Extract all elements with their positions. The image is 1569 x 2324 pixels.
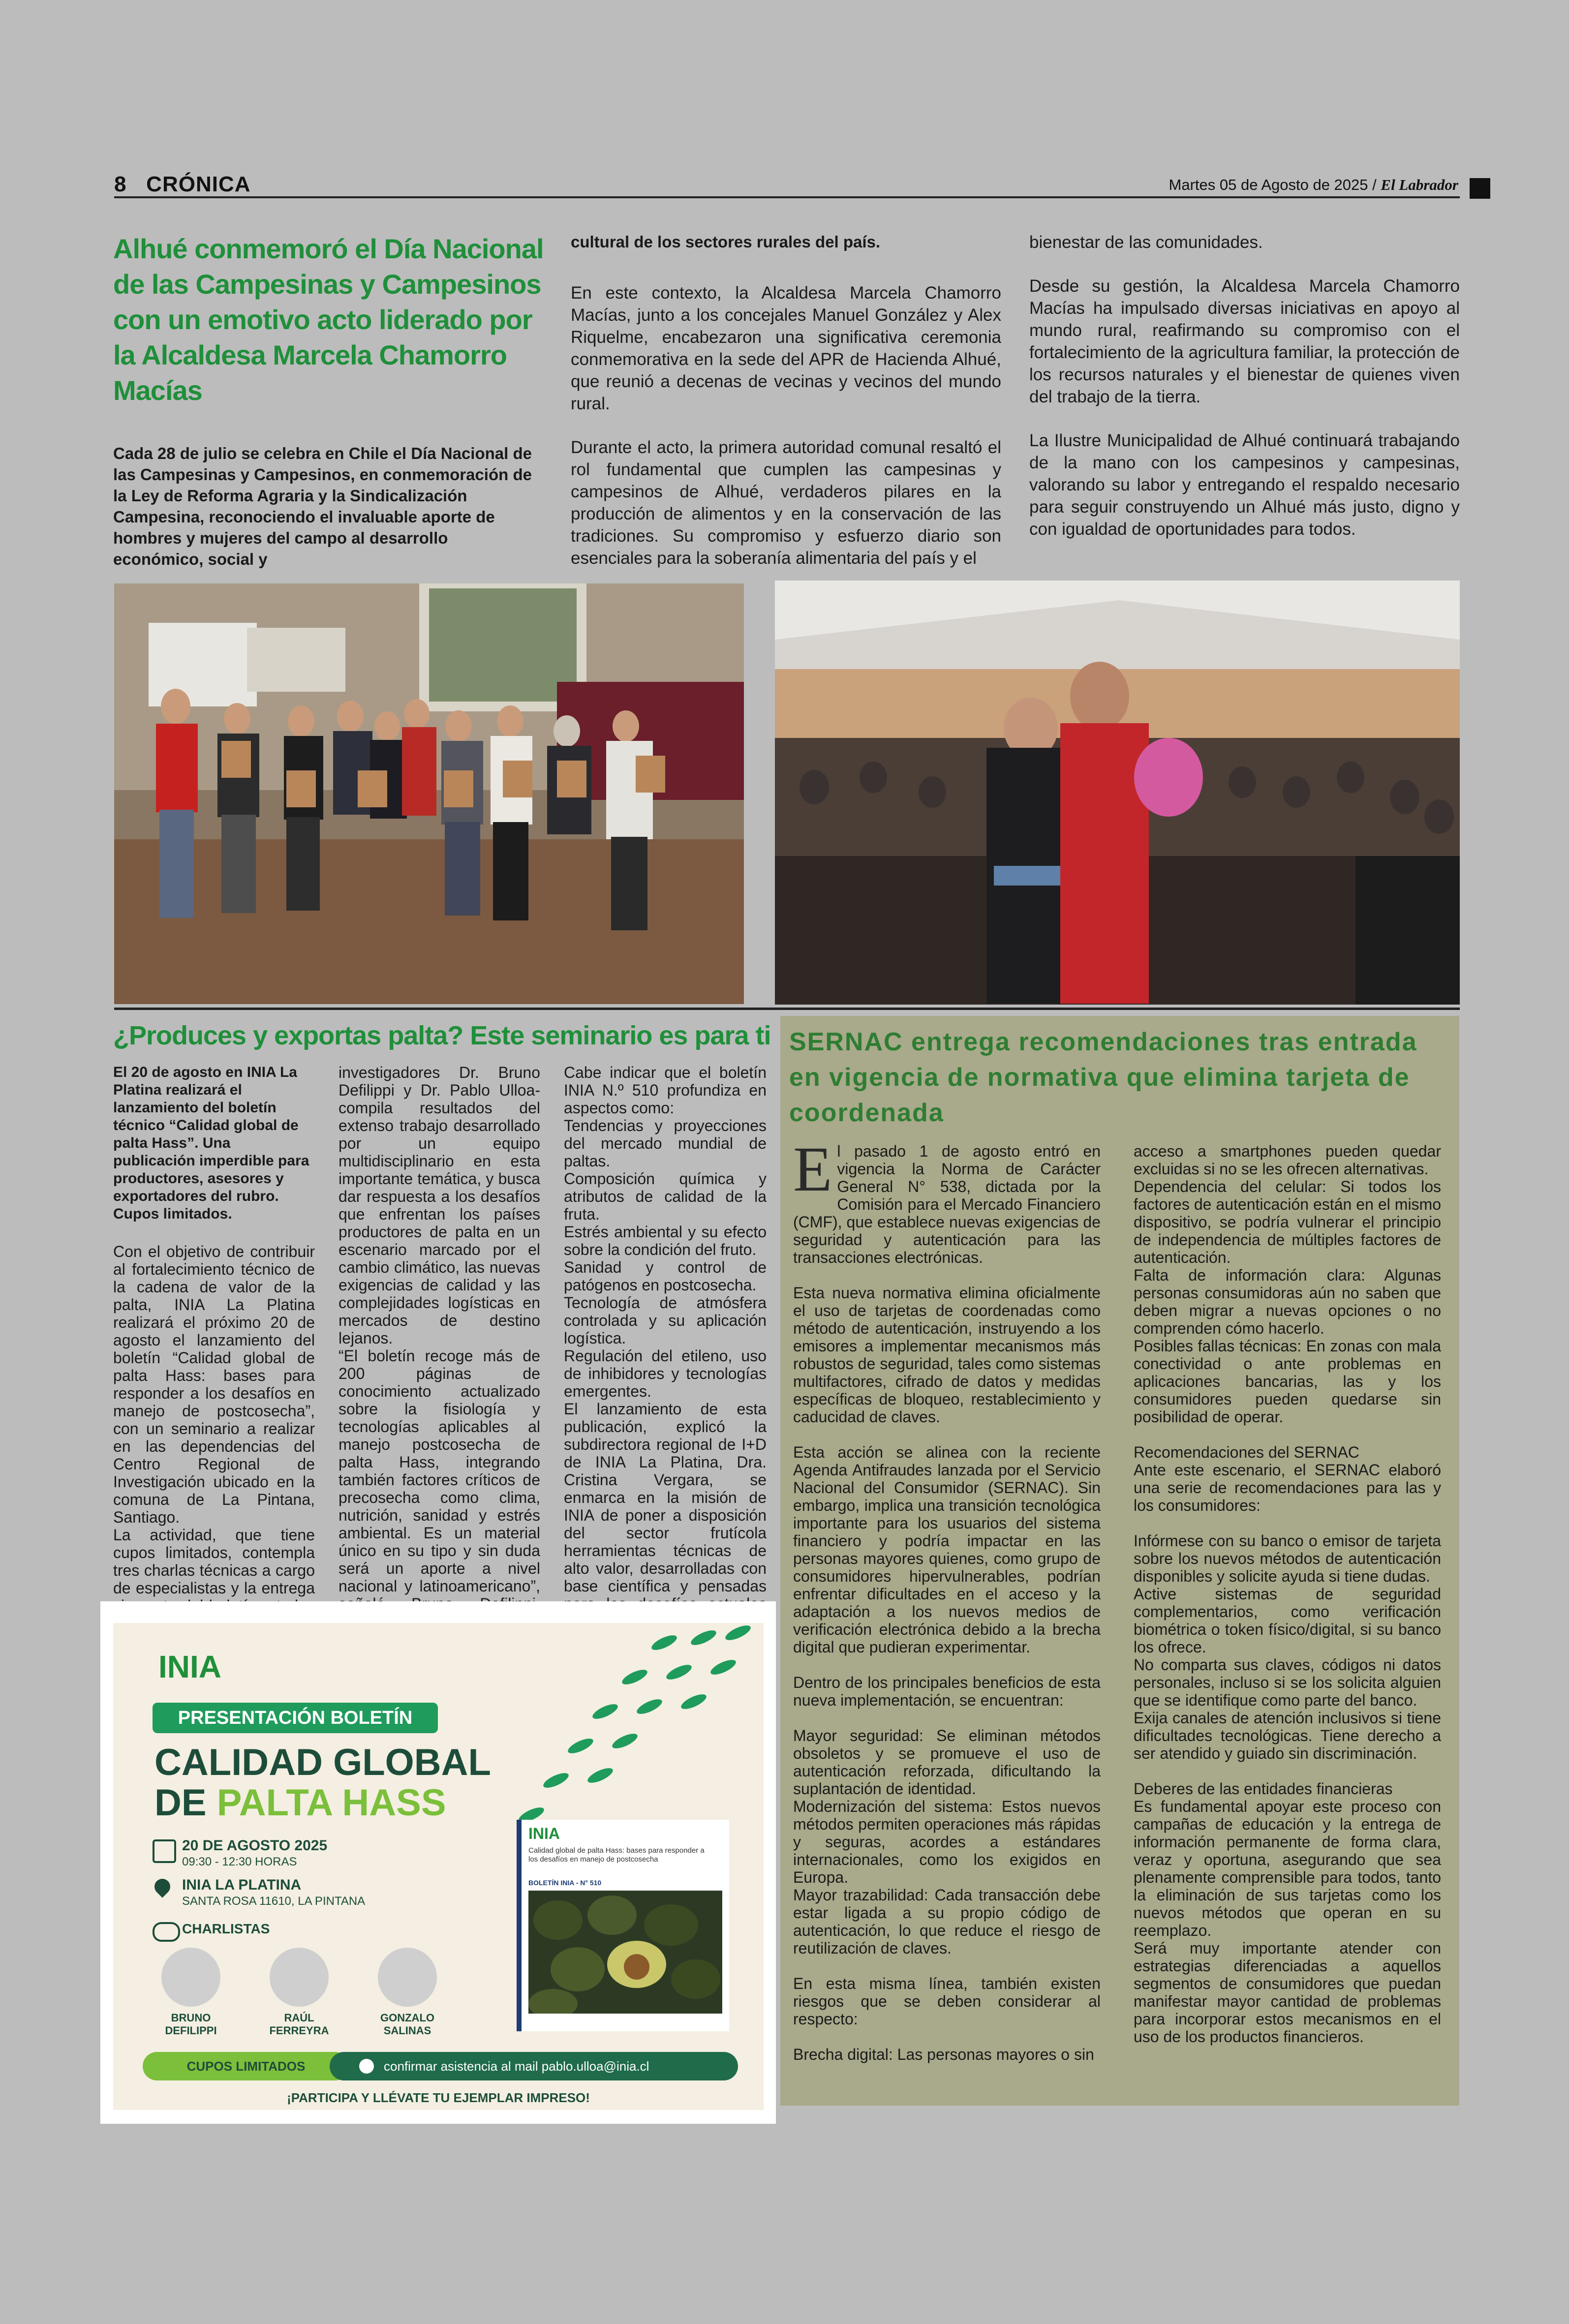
article3-paragraph: Falta de información clara: Algunas personas consumidoras aún no saben que deben migrar a nuevas opciones o no comprenden cómo hacerlo. xyxy=(1134,1266,1441,1337)
book-number: BOLETÍN INIA - N° 510 xyxy=(528,1879,602,1887)
article2-paragraph: Cabe indicar que el boletín INIA N.º 510 profundiza en aspectos como: xyxy=(564,1064,767,1117)
header-square-icon xyxy=(1470,178,1490,199)
article1-column2 xyxy=(571,231,1001,591)
article3-dropcap: E xyxy=(793,1134,832,1205)
article1-column3 xyxy=(1029,231,1460,562)
article2-column3 xyxy=(564,1064,767,1648)
article1-lead-continued: cultural de los sectores rurales del país. xyxy=(571,233,881,251)
article2-paragraph: Con el objetivo de contribuir al fortalecimiento técnico de la cadena de valor de la palta, INIA La Platina realizará el próximo 20 de agosto el lanzamiento del boletín “Calidad global de palta Hass: bases para responder a los desafíos en manejo de postcosecha”, con un seminario a realizar en las dependencias del Centro Regional de Investigación ubicado en la comuna de La Pintana, Santiago. xyxy=(113,1243,315,1526)
article2-list-item: Tendencias y proyecciones del mercado mundial de paltas. xyxy=(564,1117,767,1170)
book-title: Calidad global de palta Hass: bases para responder a los desafíos en manejo de postcosecha xyxy=(528,1846,705,1864)
article1-paragraph: bienestar de las comunidades. xyxy=(1029,233,1263,252)
article2-headline: ¿Produces y exportas palta? Este seminario es para ti xyxy=(113,1021,771,1050)
article3-paragraph: Posibles fallas técnicas: En zonas con mala conectividad o ante problemas en aplicaciones bancarias, las y los consumidores pueden quedarse sin posibilidad de operar. xyxy=(1134,1337,1441,1426)
article2-list-item: Regulación del etileno, uso de inhibidores y tecnologías emergentes. xyxy=(564,1347,767,1400)
article2-paragraph: investigadores Dr. Bruno Defilippi y Dr. Pablo Ulloa- compila resultados del extenso trabajo desarrollado por un equipo multidisciplinario en esta importante temática, y busca dar respuesta a los desafíos que enfrentan los países productores de palta en un escenario marcado por el cambio climático, las nuevas exigencias de calidad y las complejidades logísticas en mercados de destino lejanos. xyxy=(338,1064,540,1347)
poster-address: SANTA ROSA 11610, LA PINTANA xyxy=(182,1895,366,1908)
poster-email: pablo.ulloa@inia.cl xyxy=(541,2059,649,2074)
speaker-first-name: RAÚL xyxy=(284,2012,314,2024)
poster-title-line2 xyxy=(154,1783,446,1823)
article1-paragraph: Durante el acto, la primera autoridad comunal resaltó el rol fundamental que cumplen las campesinas y campesinos de Alhué, verdaderos pilares en la producción de alimentos y en la conservación de las tradiciones. Su compromiso y esfuerzo diario son esenciales para la soberanía alimentaria del país y el xyxy=(571,438,1001,568)
article3-paragraph: Es fundamental apoyar este proceso con campañas de educación y la entrega de información permanente de forma clara, veraz y oportuna, asegurando que sea plenamente comprensible para todos, tanto la eliminación de sus tarjetas como los nuevos métodos que operan en su reemplazo. xyxy=(1134,1798,1441,1939)
poster-speaker-card xyxy=(265,1948,334,2037)
chat-bubble-icon xyxy=(153,1922,180,1942)
article2-list-item: Estrés ambiental y su efecto sobre la condición del fruto. xyxy=(564,1223,767,1258)
article2-list-item: Composición química y atributos de calidad de la fruta. xyxy=(564,1170,767,1223)
page-date-line xyxy=(1169,176,1459,194)
calendar-icon xyxy=(153,1839,176,1863)
header-rule xyxy=(114,196,1460,198)
section-rule xyxy=(114,1008,1460,1010)
speaker-avatar xyxy=(378,1948,437,2007)
article3-subheading: Deberes de las entidades financieras xyxy=(1134,1780,1393,1798)
article3-paragraph: Dentro de los principales beneficios de esta nueva implementación, se encuentran: xyxy=(793,1674,1101,1709)
article2-paragraph: La actividad, que tiene cupos limitados, contempla tres charlas técnicas a cargo de especialistas y la entrega xyxy=(113,1526,315,1597)
article3-column1 xyxy=(793,1134,1101,2063)
article3-paragraph: Infórmese con su banco o emisor de tarjeta sobre los nuevos métodos de autenticación disponibles y solicite ayuda si tiene dudas. xyxy=(1134,1532,1441,1585)
article3-paragraph: Mayor trazabilidad: Cada transacción debe estar ligada a su propio código de autenticación, lo que reduce el riesgo de reutilización de claves. xyxy=(793,1886,1101,1957)
article3-first-paragraph xyxy=(793,1134,1101,1266)
speaker-first-name: GONZALO xyxy=(380,2012,434,2024)
speaker-last-name: DEFILIPPI xyxy=(165,2024,217,2037)
article2-list-item: Tecnología de atmósfera controlada y su aplicación logística. xyxy=(564,1294,767,1347)
article1-lead: Cada 28 de julio se celebra en Chile el Día Nacional de las Campesinas y Campesinos, en conmemoración de la Ley de Reforma Agraria y la Sindicalización Campesina, reconociendo el invaluable aporte de hombres y mujeres del campo al desarrollo económico, social y xyxy=(113,444,532,568)
speaker-first-name: BRUNO xyxy=(171,2012,211,2024)
user-icon xyxy=(359,2059,374,2074)
article3-paragraph: Será muy importante atender con estrategias diferenciadas a aquellos segmentos de consumidores que puedan manifestar mayor cantidad de problemas para incorporar estos mecanismos en el uso de los productos financieros. xyxy=(1134,1939,1441,2046)
poster-hours: 09:30 - 12:30 HORAS xyxy=(182,1855,297,1868)
speaker-last-name: FERREYRA xyxy=(269,2024,329,2037)
article3-paragraph: Brecha digital: Las personas mayores o sin xyxy=(793,2046,1094,2063)
poster-footer: ¡PARTICIPA Y LLÉVATE TU EJEMPLAR IMPRESO! xyxy=(287,2090,590,2105)
article3-paragraph: Esta acción se alinea con la reciente Agenda Antifraudes lanzada por el Servicio Nacional del Consumidor (SERNAC). Sin embargo, implica una transición tecnológica importante para los usuarios del sistema financiero y podría impactar en las personas mayores quienes, como grupo de consumidores hipervulnerables, podrían enfrentar dificultades en el acceso y la adaptación a los nuevos medios de verificación electrónica debido a la brecha digital que pudieran experimentar. xyxy=(793,1443,1101,1656)
poster-inia-logo: INIA xyxy=(158,1649,221,1684)
article3-paragraph: acceso a smartphones pueden quedar excluidas si no se les ofrecen alternativas. xyxy=(1134,1142,1441,1178)
photo-alcaldesa-homenajeada xyxy=(775,581,1460,1005)
location-pin-icon xyxy=(151,1875,173,1897)
article2-column2 xyxy=(338,1064,540,1630)
poster-title-de: DE xyxy=(154,1782,207,1824)
poster-book-cover xyxy=(517,1820,729,2031)
poster-tag-badge: PRESENTACIÓN BOLETÍN xyxy=(153,1703,438,1733)
poster-leaf-pattern-icon xyxy=(458,1623,764,1830)
article2-lead: El 20 de agosto en INIA La Platina realizará el lanzamiento del boletín técnico “Calidad global de palta Hass”. Una publicación imperdible para productores, asesores y exportadores del rubro. Cupos limitados. xyxy=(113,1064,309,1222)
poster-speakers-label: CHARLISTAS xyxy=(182,1921,270,1936)
poster-date: 20 DE AGOSTO 2025 xyxy=(182,1837,328,1854)
page-section-header xyxy=(114,172,251,197)
avocado-photo-icon xyxy=(528,1891,722,2014)
article2-paragraph: “El boletín recoge más de 200 páginas de conocimiento actualizado sobre la fisiología y tecnologías aplicables al manejo postcosecha de palta Hass, integrando también factores críticos de precosecha como clima, nutrición, sanidad y estrés ambiental. Es un material único en su tipo y sin duda será un aporte a nivel nacional y latinoamericano”, xyxy=(338,1347,540,1595)
article3-paragraph: Active sistemas de seguridad complementarios, como verificación biométrica o token físico/digital, si su banco los ofrece. xyxy=(1134,1585,1441,1656)
article3-subheading: Recomendaciones del SERNAC xyxy=(1134,1443,1359,1461)
article3-paragraph: Esta nueva normativa elimina oficialmente el uso de tarjetas de coordenadas como método de autenticación, instruyendo a los emisores a implementar mecanismos más robustos de seguridad, tales como sistemas multifactores, cifrado de datos y medidas específicas de bloqueo, restablecimiento y caducidad de claves. xyxy=(793,1284,1101,1426)
poster-confirm-text xyxy=(384,2052,649,2080)
article3-paragraph: Mayor seguridad: Se eliminan métodos obsoletos y se promueve el uso de autenticación reforzada, dificultando la suplantación de identidad. xyxy=(793,1727,1101,1798)
article1-paragraph: En este contexto, la Alcaldesa Marcela Chamorro Macías, junto a los concejales Manuel González y Alex Riquelme, encabezaron una significativa ceremonia conmemorativa en la sede del APR de Hacienda Alhué, que reunió a decenas de vecinas y vecinos del mundo rural. xyxy=(571,283,1001,413)
speaker-avatar xyxy=(161,1948,220,2007)
article2-list-item: Sanidad y control de patógenos en postcosecha. xyxy=(564,1258,767,1294)
poster-confirm-label: confirmar asistencia al mail xyxy=(384,2059,538,2074)
date-separator: / xyxy=(1372,176,1377,193)
article3-paragraph: Modernización del sistema: Estos nuevos métodos permiten operaciones más rápidas y seguras, acordes a estándares internacionales, como los exigidos en Europa. xyxy=(793,1798,1101,1886)
article1-paragraph: Desde su gestión, la Alcaldesa Marcela Chamorro Macías ha impulsado diversas iniciativas en apoyo al mundo rural, reafirmando su compromiso con el fortalecimiento de la agricultura familiar, la protección de los recursos naturales y el bienestar de quienes viven del trabajo de la tierra. xyxy=(1029,276,1460,406)
article3-paragraph: Ante este escenario, el SERNAC elaboró una serie de recomendaciones para las y los consumidores: xyxy=(1134,1461,1441,1514)
article3-paragraph: En esta misma línea, también existen riesgos que se deben considerar al respecto: xyxy=(793,1975,1101,2028)
book-inia-logo: INIA xyxy=(528,1825,560,1842)
issue-date: Martes 05 de Agosto de 2025 xyxy=(1169,176,1368,193)
article2-column1 xyxy=(113,1064,315,1650)
photo-ceremony-image xyxy=(775,581,1460,1005)
poster-speaker-card xyxy=(373,1948,442,2037)
article1-paragraph: La Ilustre Municipalidad de Alhué continuará trabajando de la mano con los campesinos y campesinas, valorando su labor y entregando el respaldo necesario para seguir construyendo un Alhué más justo, digno y con igualdad de oportunidades para todos. xyxy=(1029,431,1460,539)
poster-place: INIA LA PLATINA xyxy=(182,1877,302,1893)
poster-cupos-badge: CUPOS LIMITADOS xyxy=(143,2052,349,2080)
article3-paragraph: Exija canales de atención inclusivos si tiene dificultades tecnológicas. Tiene derecho a ser atendido y guiado sin discriminación. xyxy=(1134,1709,1441,1762)
inia-poster xyxy=(100,1601,776,2124)
poster-title-line1: CALIDAD GLOBAL xyxy=(154,1742,491,1783)
article3-paragraph: Dependencia del celular: Si todos los factores de autenticación están en el mismo dispositivo, se podría vulnerar el principio de independencia de múltiples factores de autenticación. xyxy=(1134,1178,1441,1266)
speaker-avatar xyxy=(270,1948,329,2007)
photo-group-image xyxy=(114,583,744,1004)
poster-background xyxy=(113,1623,764,2110)
speaker-last-name: SALINAS xyxy=(383,2024,431,2037)
poster-confirm-bar xyxy=(330,2052,738,2080)
poster-speaker-card xyxy=(156,1948,225,2037)
article3-paragraph: No comparta sus claves, códigos ni datos personales, incluso si se los solicita alguien que se identifique como parte del banco. xyxy=(1134,1656,1441,1709)
section-name: CRÓNICA xyxy=(146,172,251,196)
article1-headline: Alhué conmemoró el Día Nacional de las Campesinas y Campesinos con un emotivo acto liderado por la Alcaldesa Marcela Chamorro Macías xyxy=(113,233,544,406)
article3-paragraph-text: l pasado 1 de agosto entró en vigencia la Norma de Carácter General N° 538, dictada por la Comisión para el Mercado Financiero (CMF), que establece nuevas exigencias de seguridad y autenticación para las transacciones electrónicas. xyxy=(793,1142,1101,1266)
page-number: 8 xyxy=(114,172,127,196)
article2-paragraph: El lanzamiento de esta publicación, explicó la subdirectora regional de I+D de INIA La Platina, Dra. Cristina Vergara, se enmarca en la misión de INIA de poner a disposición del sector frutícola herramientas técnicas de alto valor, desarrolladas con base científica y pensadas xyxy=(564,1400,767,1595)
article3-column2 xyxy=(1134,1142,1441,2046)
poster-title-palta: PALTA HASS xyxy=(216,1782,446,1824)
photo-group-campesinos xyxy=(114,583,744,1004)
newspaper-name: El Labrador xyxy=(1381,176,1458,193)
article3-headline: SERNAC entrega recomendaciones tras entrada en vigencia de normativa que elimina tarjeta de coordenada xyxy=(789,1028,1417,1127)
